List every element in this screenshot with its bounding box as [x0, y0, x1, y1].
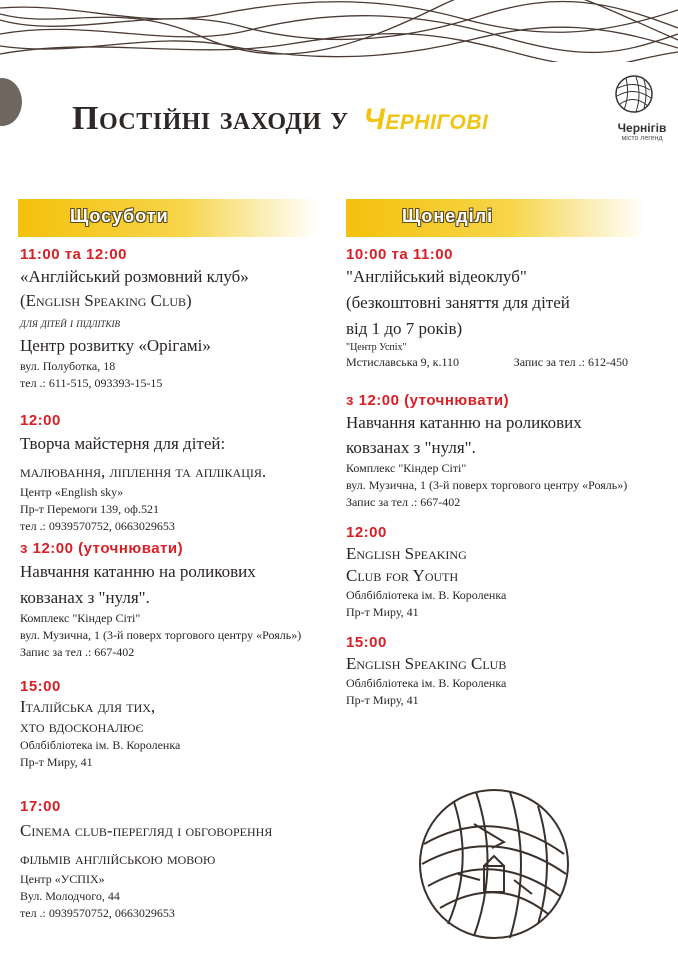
- event-time: 12:00: [20, 412, 61, 429]
- event-title: ковзанах з "нуля".: [20, 588, 150, 607]
- event-address: вул. Музична, 1 (3-й поверх торгового центру «Рояль»): [20, 628, 302, 642]
- event-place: Облбібліотека ім. В. Короленка: [20, 738, 181, 752]
- yarn-ball-illustration: [414, 784, 574, 944]
- event-saturday-1: [20, 246, 249, 392]
- sunday-banner: [346, 199, 646, 237]
- event-address: Вул. Молодчого, 44: [20, 889, 120, 903]
- event-title: (безкоштовні заняття для дітей: [346, 293, 570, 312]
- wavy-lines-decoration: [0, 0, 678, 62]
- event-time: з 12:00 (уточнювати): [346, 392, 510, 409]
- event-saturday-5: [20, 798, 272, 922]
- yarn-ball-icon: [614, 74, 654, 114]
- event-time: 17:00: [20, 798, 61, 815]
- event-phone: Запис за тел .: 612-450: [513, 355, 628, 369]
- event-title: малювання, ліплення та аплікація.: [20, 462, 267, 481]
- event-phone: Запис за тел .: 667-402: [20, 645, 135, 659]
- event-place: Облбібліотека ім. В. Короленка: [346, 588, 507, 602]
- city-logo: [614, 74, 670, 142]
- event-address: Мстиславська 9, к.110: [346, 355, 460, 369]
- event-place: Центр «УСПІХ»: [20, 872, 105, 886]
- event-phone: тел .: 611-515, 093393-15-15: [20, 376, 163, 390]
- event-title: Навчання катанню на роликових: [20, 562, 256, 581]
- event-contact-row: [346, 354, 628, 371]
- event-title: English Speaking Club: [346, 654, 507, 673]
- sunday-banner-label: Щонеділі: [402, 206, 494, 226]
- event-place: "Центр Успіх": [346, 342, 407, 353]
- event-time: з 12:00 (уточнювати): [20, 540, 184, 557]
- event-place: Облбібліотека ім. В. Короленка: [346, 676, 507, 690]
- event-note: для дітей і підлітків: [20, 315, 121, 330]
- event-title: "Англійський відеоклуб": [346, 267, 527, 286]
- event-time: 15:00: [20, 678, 61, 695]
- event-title: фільмів англійською мовою: [20, 849, 216, 868]
- event-sunday-1: [346, 246, 628, 371]
- event-title: Італійська для тих,: [20, 697, 156, 716]
- title-city: Чернігові: [363, 103, 489, 136]
- event-title: «Англійський розмовний клуб»: [20, 267, 249, 286]
- saturday-banner: [18, 199, 318, 237]
- event-time: 12:00: [346, 524, 387, 541]
- event-title: (English Speaking Club): [20, 291, 192, 310]
- saturday-banner-label: Щосуботи: [70, 206, 169, 226]
- event-address: Пр-т Миру, 41: [346, 605, 419, 619]
- event-phone: тел .: 0939570752, 0663029653: [20, 519, 175, 533]
- event-title: Club for Youth: [346, 566, 459, 585]
- event-time: 10:00 та 11:00: [346, 246, 453, 263]
- event-saturday-3: [20, 540, 301, 661]
- event-sunday-2: [346, 392, 627, 511]
- event-saturday-2: [20, 412, 266, 535]
- event-phone: тел .: 0939570752, 0663029653: [20, 906, 175, 920]
- logo-name: Чернігів: [617, 121, 667, 135]
- event-title: ковзанах з "нуля".: [346, 438, 476, 457]
- event-title: Творча майстерня для дітей:: [20, 434, 226, 453]
- event-time: 11:00 та 12:00: [20, 246, 127, 263]
- title-text: Постійні заходи у: [72, 100, 349, 137]
- event-sunday-3: [346, 524, 506, 621]
- event-address: Пр-т Миру, 41: [346, 693, 419, 707]
- event-title: Навчання катанню на роликових: [346, 413, 582, 432]
- page-title: [72, 100, 488, 138]
- event-address: Пр-т Перемоги 139, оф.521: [20, 502, 159, 516]
- event-place: Центр розвитку «Орігамі»: [20, 336, 211, 355]
- event-title: від 1 до 7 років): [346, 319, 463, 338]
- event-place: Комплекс "Кіндер Сіті": [20, 611, 141, 625]
- event-title: English Speaking: [346, 544, 467, 563]
- logo-tagline: місто легенд: [621, 135, 663, 142]
- event-address: вул. Музична, 1 (3-й поверх торгового центру «Рояль»): [346, 478, 628, 492]
- event-address: Пр-т Миру, 41: [20, 755, 93, 769]
- event-time: 15:00: [346, 634, 387, 651]
- event-title: хто вдосконалює: [20, 717, 144, 736]
- event-place: Комплекс "Кіндер Сіті": [346, 461, 467, 475]
- event-sunday-4: [346, 634, 506, 709]
- event-address: вул. Полуботка, 18: [20, 359, 116, 373]
- event-place: Центр «English sky»: [20, 485, 124, 499]
- event-saturday-4: [20, 678, 180, 771]
- decorative-circle: [0, 78, 22, 126]
- event-title: Cinema club-перегляд і обговорення: [20, 821, 273, 840]
- event-phone: Запис за тел .: 667-402: [346, 495, 461, 509]
